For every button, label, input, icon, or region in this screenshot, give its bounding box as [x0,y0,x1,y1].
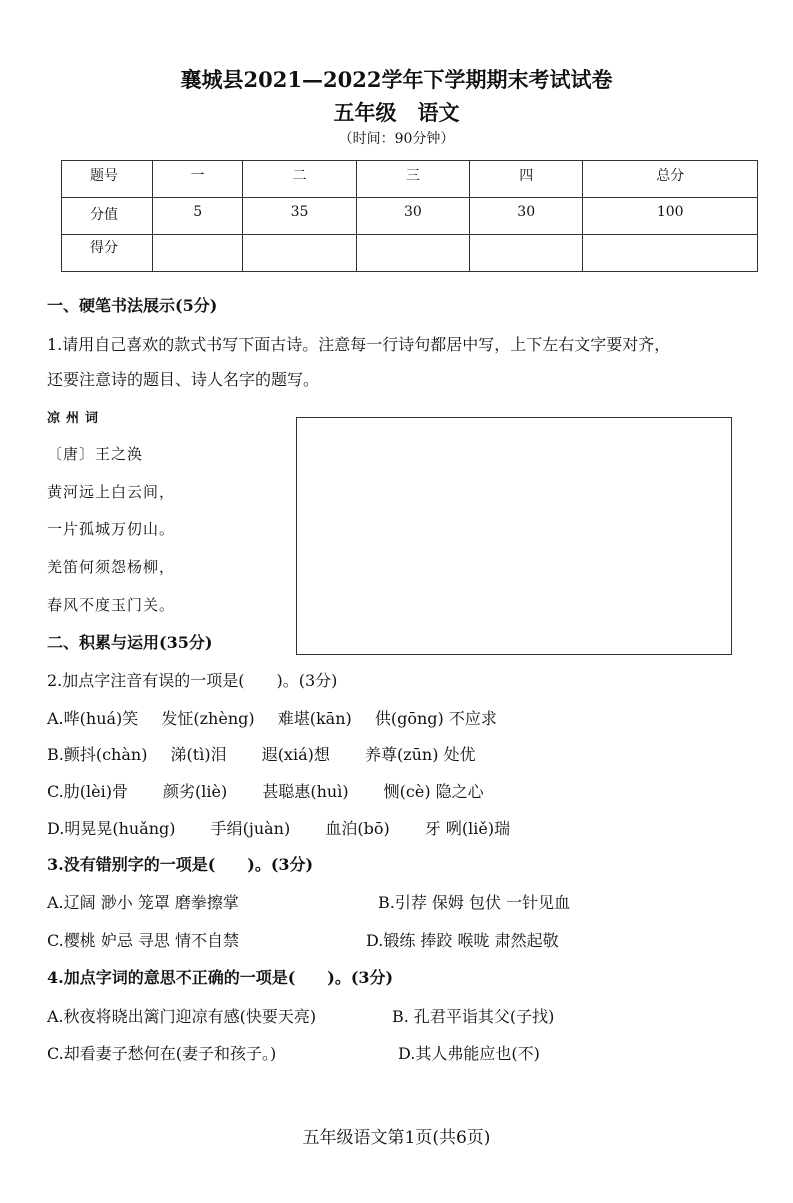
option-text: C.肋(lèi)骨 [47,782,128,801]
score-cell[interactable] [153,235,243,272]
option-text: 发怔(zhèng) [161,709,255,728]
q3-option-d[interactable]: D.锻练 捧跤 喉咙 肃然起敬 [366,931,559,950]
section2-heading: 二、积累与运用(35分) [47,633,213,652]
writing-box[interactable] [296,417,732,655]
table-cell: 总分 [583,161,758,198]
q4-option-d[interactable]: D.其人弗能应也(不) [398,1044,540,1063]
exam-title: 襄城县2021—2022学年下学期期末考试试卷 [180,67,613,92]
section1-heading: 一、硬笔书法展示(5分) [47,296,218,315]
option-text: 难堪(kān) [277,709,352,728]
poem-title: 凉州词 [47,411,105,426]
option-text: 颜劣(liè) [163,782,228,801]
option-text: 牙 咧(liě)瑞 [424,819,511,838]
q4-option-a[interactable]: A.秋夜将晓出篱门迎凉有感(快要天亮) [47,1007,317,1026]
q4-option-c[interactable]: C.却看妻子愁何在(妻子和孩子。) [47,1044,277,1063]
table-cell: 三 [356,161,469,198]
option-text: 遐(xiá)想 [261,745,330,764]
score-table [61,160,758,272]
table-cell: 题号 [62,161,153,198]
option-text: 供(gōng) 不应求 [374,709,497,728]
table-cell: 分值 [62,198,153,235]
table-cell: 一 [153,161,243,198]
table-cell: 5 [153,198,243,235]
option-text: 血泊(bō) [325,819,390,838]
option-text: 恻(cè) 隐之心 [383,782,484,801]
q3-stem: 3.没有错别字的一项是( )。(3分) [47,855,314,874]
table-cell: 二 [243,161,356,198]
option-text: B.颤抖(chàn) [47,745,148,764]
option-text: D.明晃晃(huǎng) [47,819,176,838]
table-cell: 30 [356,198,469,235]
q2-option-a[interactable] [47,706,497,729]
option-text: 涕(tì)泪 [170,745,227,764]
q2-stem: 2.加点字注音有误的一项是( )。(3分) [47,671,338,690]
exam-time: （时间：90分钟） [338,131,455,147]
q2-option-c[interactable] [47,779,484,802]
table-cell: 四 [470,161,583,198]
page-footer: 五年级语文第1页(共6页) [302,1128,491,1148]
q3-option-c[interactable]: C.樱桃 妒忌 寻思 情不自禁 [47,931,240,950]
table-cell: 30 [470,198,583,235]
option-text: A.哗(huá)笑 [47,709,139,728]
q2-option-d[interactable] [47,816,510,839]
table-row [62,161,758,198]
q4-stem: 4.加点字词的意思不正确的一项是( )。(3分) [47,968,394,987]
score-cell[interactable] [356,235,469,272]
table-cell: 得分 [62,235,153,272]
poem-author: 〔唐〕王之涣 [47,445,144,463]
poem-line: 一片孤城万仞山。 [47,520,176,538]
option-text: 手绢(juàn) [210,819,291,838]
poem-line: 黄河远上白云间， [47,483,176,501]
exam-subtitle: 五年级 语文 [333,100,460,125]
q1-line1: 1.请用自己喜欢的款式书写下面古诗。注意每一行诗句都居中写，上下左右文字要对齐， [47,335,671,354]
poem-line: 羌笛何须怨杨柳， [47,558,176,576]
option-text: 甚聪惠(huì) [262,782,349,801]
table-row [62,235,758,272]
score-cell[interactable] [583,235,758,272]
table-cell: 35 [243,198,356,235]
q2-option-b[interactable] [47,742,476,765]
option-text: 养尊(zūn) 处优 [364,745,476,764]
q1-line2: 还要注意诗的题目、诗人名字的题写。 [47,370,320,389]
score-cell[interactable] [470,235,583,272]
score-cell[interactable] [243,235,356,272]
table-cell: 100 [583,198,758,235]
q4-option-b[interactable]: B. 孔君平诣其父(子找) [392,1007,555,1026]
q3-option-a[interactable]: A.辽阔 渺小 笼罩 磨拳擦掌 [47,893,239,912]
table-row [62,198,758,235]
q3-option-b[interactable]: B.引荐 保姆 包伏 一针见血 [378,893,571,912]
poem-line: 春风不度玉门关。 [47,596,176,614]
